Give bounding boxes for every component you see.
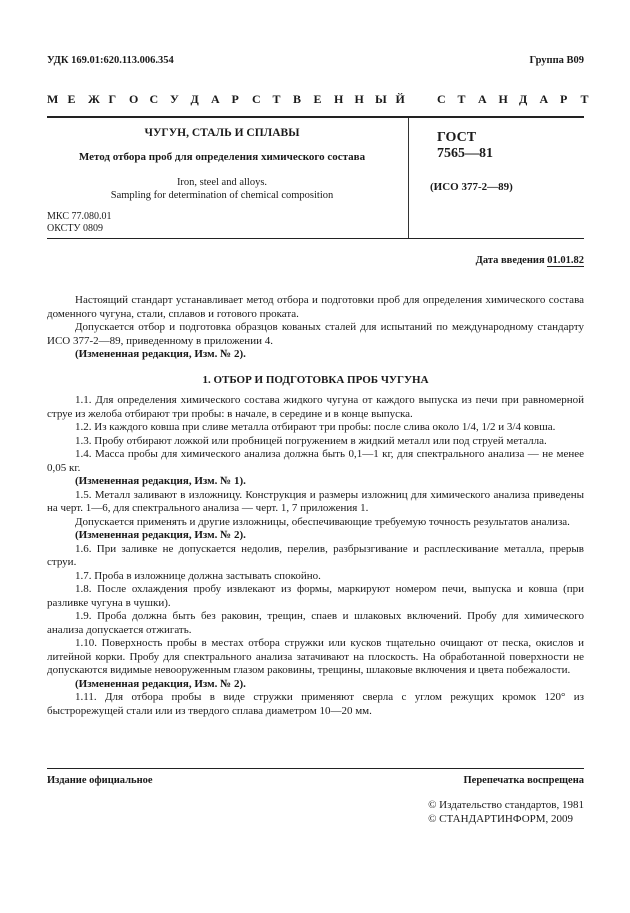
heading-word-1-letter: С bbox=[149, 92, 159, 106]
intro-paragraph: Допускается отбор и подготовка образцов кованых сталей для испытаний по международному стандарту ИСО 377-2—89, приведенному в приложении 4. bbox=[47, 321, 584, 347]
heading-word-2-letter: Д bbox=[519, 92, 528, 106]
heading-word-1-letter: Т bbox=[272, 92, 281, 106]
gost-label: ГОСТ bbox=[437, 130, 477, 145]
heading-word-1-letter: А bbox=[211, 92, 220, 106]
title-ru: ЧУГУН, СТАЛЬ И СПЛАВЫ bbox=[144, 127, 300, 139]
section-1-paragraph: 1.8. После охлаждения пробу извлекают из формы, маркируют номером печи, выпуска и ковша (при разливке чугуна в чушки). bbox=[47, 583, 584, 609]
iso-reference: (ИСО 377-2—89) bbox=[430, 181, 513, 193]
heading-word-1-letter: С bbox=[252, 92, 261, 106]
effective-date-label: Дата введения bbox=[475, 255, 545, 266]
heading-word-1-letter: О bbox=[129, 92, 139, 106]
section-1-paragraph: 1.1. Для определения химического состава жидкого чугуна от каждого выпуска из печи при равномерной струе из желоба отбирают три пробы: в начале, в середине и в конце выпуска. bbox=[47, 394, 584, 420]
heading-word-2-letter: Т bbox=[580, 92, 589, 106]
heading-word-1-letter: М bbox=[47, 92, 59, 106]
title-divider bbox=[408, 118, 409, 238]
effective-date-value: 01.01.82 bbox=[547, 255, 584, 266]
section-1-paragraph: 1.6. При заливке не допускается недолив, перелив, разбрызгивание и расплескивание металла, прерыв струи. bbox=[47, 542, 584, 568]
section-1-paragraph: 1.10. Поверхность пробы в местах отбора стружки или кусков тщательно очищают от песка, окислов и литейной корки. Пробу для спектрального анализа затачивают на плоскость. На обработанной поверхности не допускаются видимые невооруженным глазом раковины, трещины, шлаковые включения и цвета побежалости. bbox=[47, 637, 584, 676]
heading-word-1-letter: Г bbox=[108, 92, 117, 106]
heading-word-1-letter: Д bbox=[190, 92, 199, 106]
heading-word-1-letter: Ж bbox=[88, 92, 100, 106]
header-rule bbox=[47, 116, 584, 118]
heading-word-1-letter: В bbox=[293, 92, 302, 106]
amendment-note: (Измененная редакция, Изм. № 1). bbox=[75, 475, 246, 487]
section-1-paragraph: 1.7. Проба в изложнице должна застывать спокойно. bbox=[75, 569, 321, 582]
amendment-note: (Измененная редакция, Изм. № 2). bbox=[75, 348, 246, 360]
section-1-paragraph: 1.5. Металл заливают в изложницу. Конструкция и размеры изложниц для химического анализа приведены на черт. 1—6, для спектрального анализа — черт. 1, 7 приложения 1. bbox=[47, 488, 584, 514]
subtitle-ru: Метод отбора проб для определения химического состава bbox=[78, 151, 366, 163]
intro-text bbox=[47, 294, 584, 362]
heading-word-1-letter: Ы bbox=[375, 92, 387, 106]
heading-word-1-letter: Е bbox=[313, 92, 322, 106]
group-code: Группа В09 bbox=[529, 55, 584, 66]
mks-code: МКС 77.080.01 bbox=[47, 211, 112, 222]
heading-word-1-letter: Е bbox=[67, 92, 76, 106]
title-block-rule bbox=[47, 238, 584, 239]
section-1-paragraph: 1.4. Масса пробы для химического анализа должна быть 0,1—1 кг, для спектрального анализа — не менее 0,05 кг. bbox=[47, 448, 584, 474]
footer-rule bbox=[47, 768, 584, 769]
heading-word-2-letter: Р bbox=[560, 92, 568, 106]
reprint-prohibited: Перепечатка воспрещена bbox=[463, 775, 584, 786]
amendment-note: (Измененная редакция, Изм. № 2). bbox=[75, 677, 246, 690]
heading-word-2-letter: С bbox=[437, 92, 446, 106]
effective-date bbox=[476, 255, 584, 266]
section-1-paragraph: 1.9. Проба должна быть без раковин, трещин, спаев и шлаковых включений. Пробу для химического анализа допускается отжигать. bbox=[47, 610, 584, 636]
classification-codes bbox=[47, 211, 111, 235]
section-1 bbox=[47, 366, 584, 718]
heading-word-2-letter: А bbox=[478, 92, 487, 106]
okstu-code: ОКСТУ 0809 bbox=[47, 223, 104, 234]
title-en bbox=[47, 176, 397, 202]
official-edition: Издание официальное bbox=[47, 775, 153, 786]
amendment-note: (Измененная редакция, Изм. № 2). bbox=[75, 529, 246, 541]
section-1-heading: 1. ОТБОР И ПОДГОТОВКА ПРОБ ЧУГУНА bbox=[202, 374, 429, 386]
heading-word-1-letter: Н bbox=[354, 92, 364, 106]
copyright bbox=[428, 798, 584, 826]
heading-word-1-letter: У bbox=[170, 92, 179, 106]
intro-paragraph: Настоящий стандарт устанавливает метод отбора и подготовки проб для определения химического состава доменного чугуна, стали, сплавов и готового проката. bbox=[47, 294, 584, 320]
heading-word-1-letter: Н bbox=[334, 92, 344, 106]
section-1-paragraph: 1.2. Из каждого ковша при сливе металла отбирают три пробы: после слива около 1/4, 1/2 и 3/4 ковша. bbox=[75, 421, 556, 433]
section-1-paragraph: 1.3. Пробу отбирают ложкой или пробницей погружением в жидкий металл или под струей металла. bbox=[75, 434, 547, 447]
title-en-line-1: Iron, steel and alloys. bbox=[176, 177, 268, 188]
heading-word-1-letter: Й bbox=[395, 92, 405, 106]
section-1-body bbox=[47, 394, 584, 718]
udk-code: УДК 169.01:620.113.006.354 bbox=[47, 55, 174, 66]
section-1-paragraph: Допускается применять и другие изложницы, обеспечивающие требуемую точность результатов анализа. bbox=[75, 515, 570, 528]
heading-word-2-letter: Н bbox=[498, 92, 508, 106]
heading-word-1-letter: Р bbox=[231, 92, 239, 106]
section-1-paragraph: 1.11. Для отбора пробы в виде стружки применяют сверла с углом режущих кромок 120° из быстрорежущей стали или из твердого сплава диаметром 10—20 мм. bbox=[47, 691, 584, 717]
heading-word-2-letter: Т bbox=[457, 92, 466, 106]
copyright-line-2: © СТАНДАРТИНФОРМ, 2009 bbox=[428, 813, 574, 825]
gost-number: 7565—81 bbox=[437, 146, 493, 161]
copyright-line-1: © Издательство стандартов, 1981 bbox=[428, 799, 584, 811]
heading-word-2-letter: А bbox=[539, 92, 549, 106]
title-en-line-2: Sampling for determination of chemical composition bbox=[110, 190, 334, 201]
